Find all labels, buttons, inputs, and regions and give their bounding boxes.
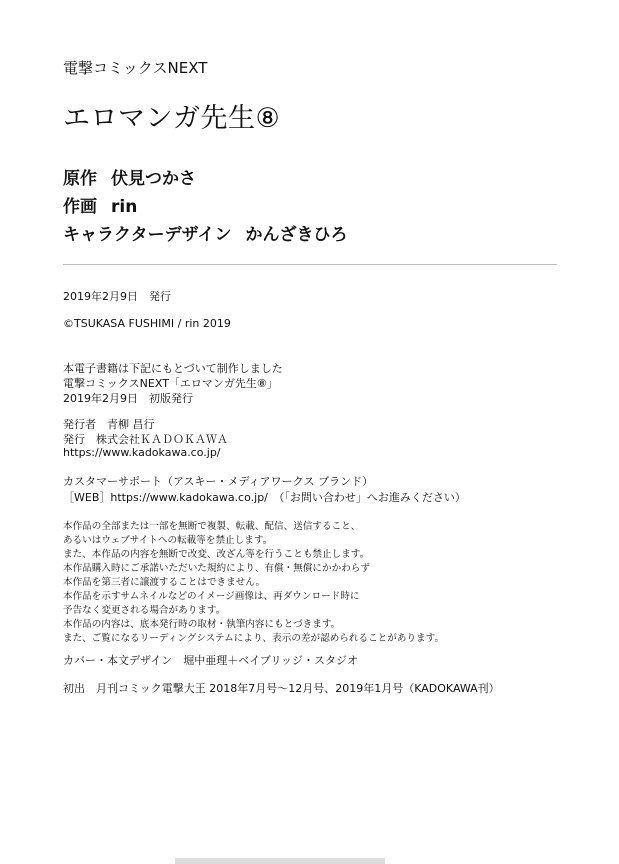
legal-line: また、ご覧になるリーディングシステムにより、表示の差が認められることがあります。 <box>63 633 445 644</box>
support-line: カスタマーサポート（アスキー・メディアワークス ブランド） <box>63 475 374 488</box>
credit-role: 原作 <box>63 169 97 189</box>
publisher-url: https://www.kadokawa.co.jp/ <box>63 446 221 459</box>
publish-date: 2019年2月9日 発行 <box>63 290 171 303</box>
copyright-notice: ©TSUKASA FUSHIMI / rin 2019 <box>63 317 231 330</box>
legal-line: また、本作品の内容を無断で改変、改ざん等を行うことも禁止します。 <box>63 549 370 560</box>
legal-line: あるいはウェブサイトへの転載等を禁止します。 <box>63 535 273 546</box>
credit-role: キャラクターデザイン <box>63 225 232 245</box>
legal-line: 本作品購入時にご承諾いただいた規約により、有償・無償にかかわらず <box>63 563 370 574</box>
credit-role: 作画 <box>63 197 97 217</box>
book-title: エロマンガ先生⑧ <box>63 103 281 134</box>
credit-artist <box>63 192 137 217</box>
credit-name: 伏見つかさ <box>111 169 196 189</box>
credit-original-author <box>63 164 196 189</box>
publisher-line: 発行 株式会社ＫＡＤＯＫＡＷＡ <box>63 433 228 446</box>
legal-line: 予告なく変更される場合があります。 <box>63 605 226 616</box>
credit-name: rin <box>111 197 138 217</box>
legal-line: 本作品を示すサムネイルなどのイメージ画像は、再ダウンロード時に <box>63 591 360 602</box>
publisher-line: 発行者 青柳 昌行 <box>63 418 155 431</box>
legal-line: 本作品の全部または一部を無断で複製、転載、配信、送信すること、 <box>63 521 361 532</box>
credit-name: かんざきひろ <box>245 225 348 245</box>
support-web-line: ［WEB］https://www.kadokawa.co.jp/ （「お問い合わせ」へお進みください） <box>63 491 466 504</box>
ebook-note-line: 本電子書籍は下記にもとづいて制作しました <box>63 362 283 375</box>
imprint-label: 電撃コミックスNEXT <box>63 59 208 77</box>
ebook-note-line: 2019年2月9日 初版発行 <box>63 392 193 405</box>
legal-line: 本作品を第三者に譲渡することはできません。 <box>63 577 266 588</box>
ebook-note-line: 電撃コミックスNEXT「エロマンガ先生⑧」 <box>63 377 278 390</box>
section-divider <box>63 264 557 265</box>
first-appearance: 初出 月刊コミック電撃大王 2018年7月号～12月号、2019年1月号（KADOKAWA刊） <box>63 682 500 695</box>
legal-line: 本作品の内容は、底本発行時の取材・執筆内容にもとづきます。 <box>63 619 341 630</box>
credit-character-design <box>63 220 347 245</box>
bottom-edge-mark <box>175 858 385 864</box>
design-credit: カバー・本文デザイン 堀中亜理＋ベイブリッジ・スタジオ <box>63 654 359 667</box>
